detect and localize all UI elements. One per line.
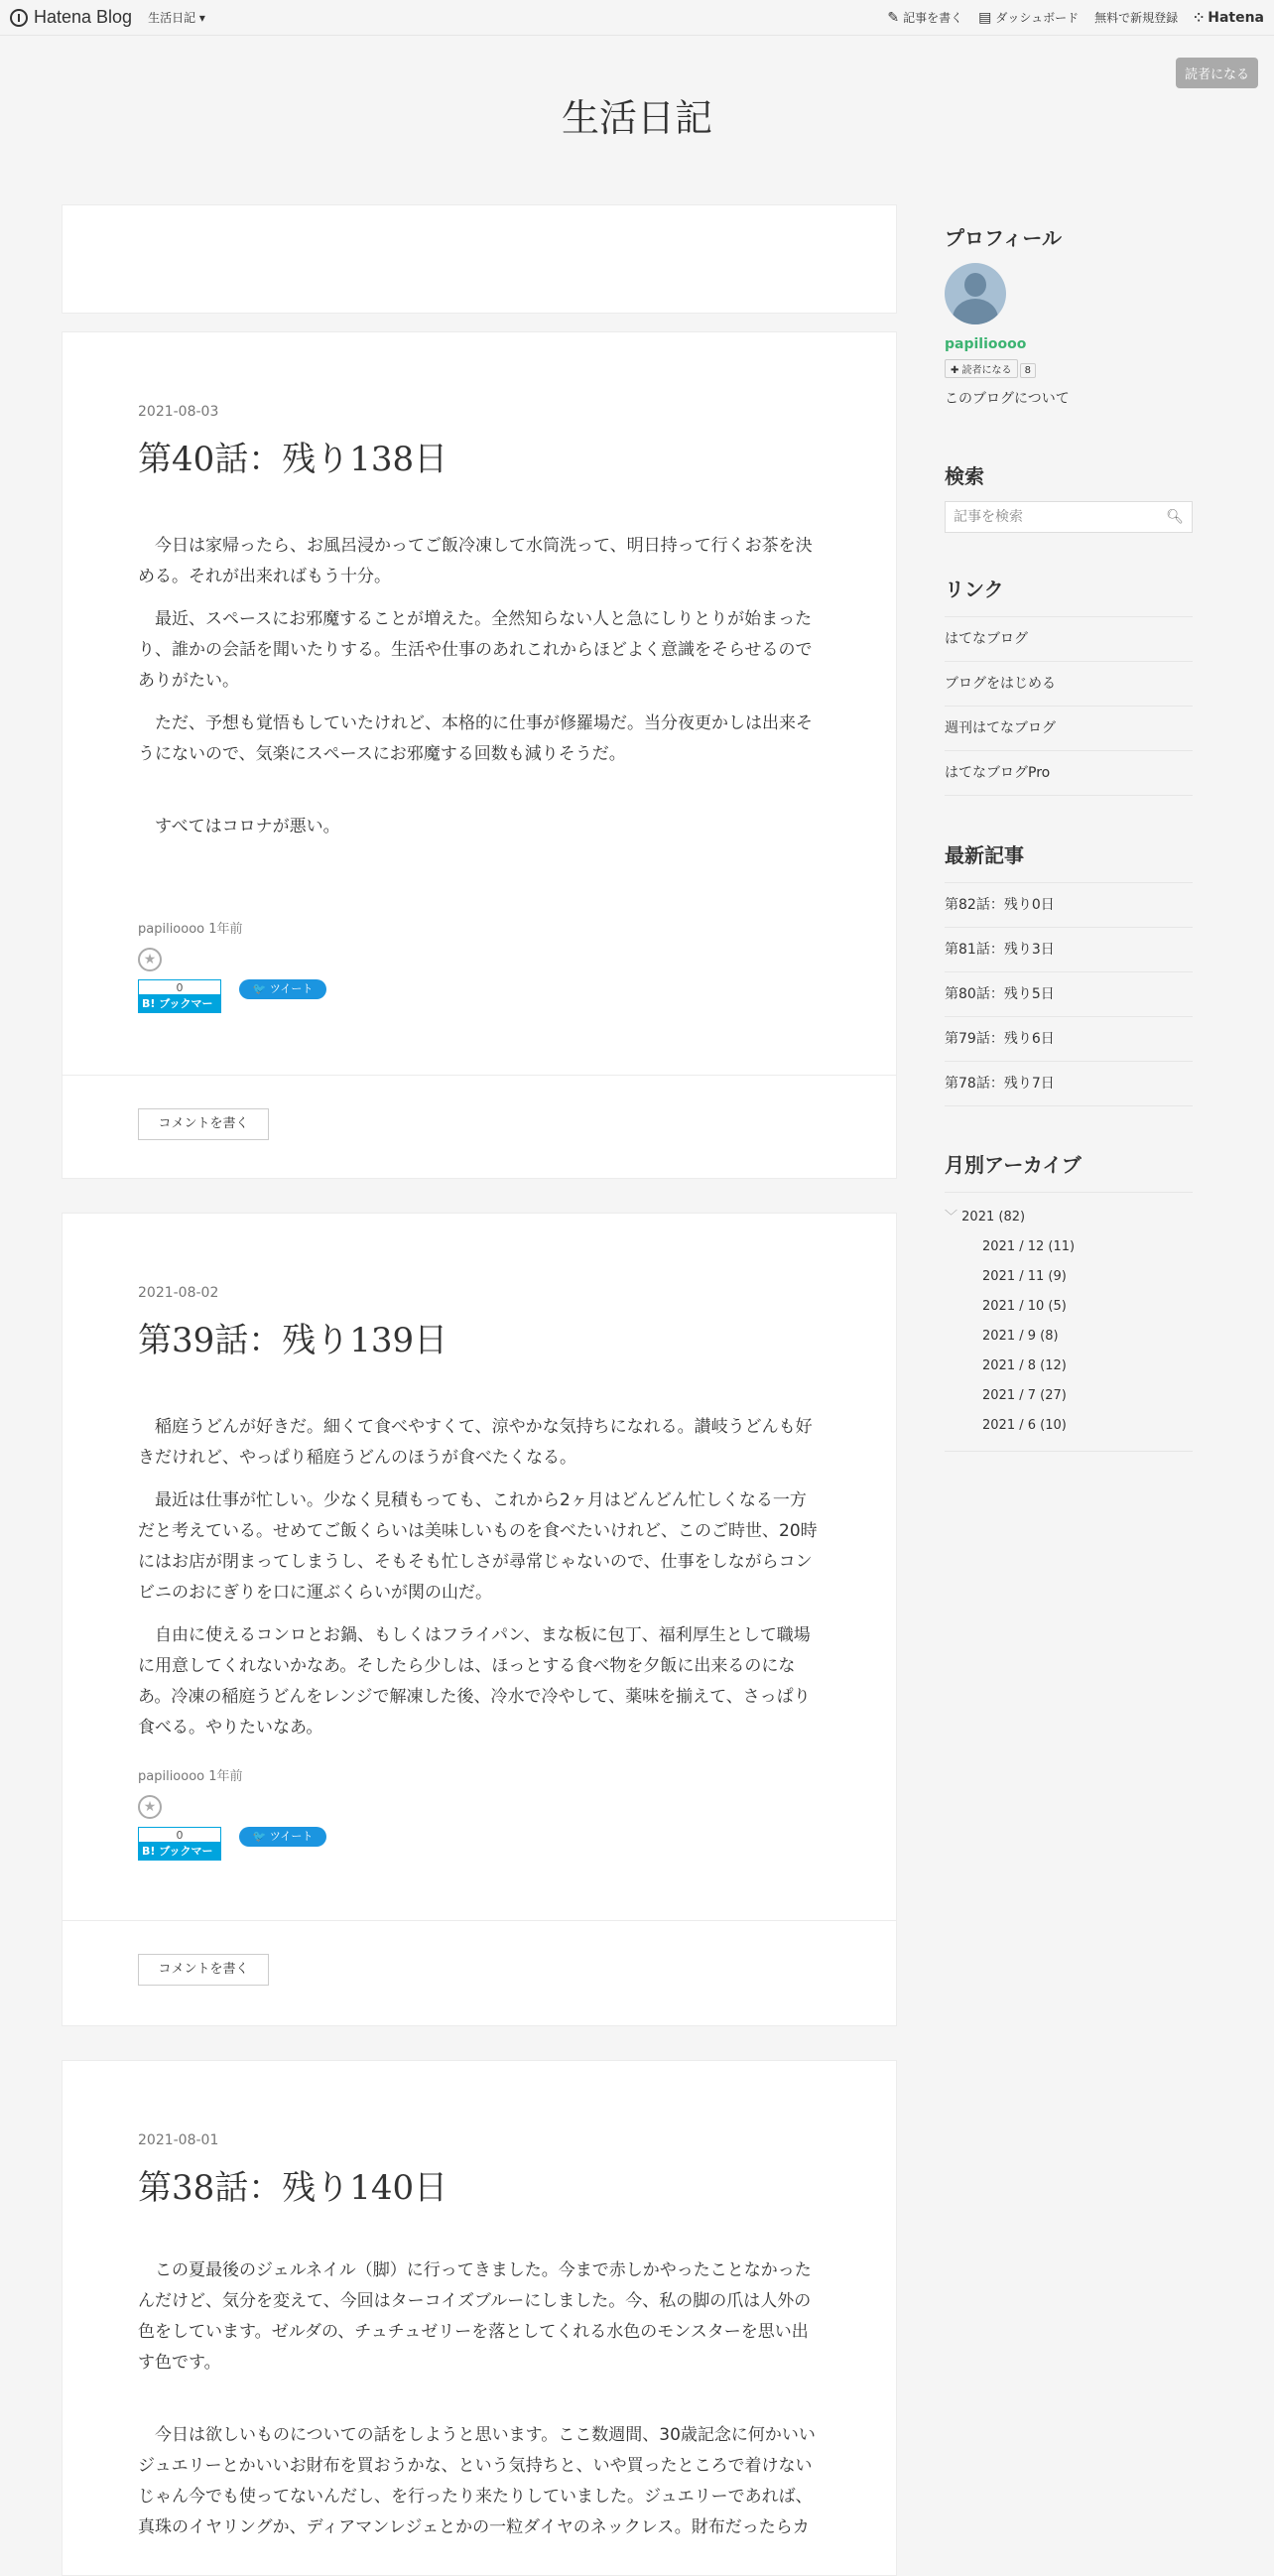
tweet-label: ツイート	[269, 1830, 314, 1843]
subscribe-small-button[interactable]: ✚ 読者になる	[945, 359, 1018, 378]
bookmark-button[interactable]: B! ブックマーク	[138, 995, 221, 1013]
blog-menu-dropdown[interactable]: 生活日記 ▾	[148, 11, 205, 25]
tweet-button[interactable]	[239, 1827, 326, 1847]
dashboard-link[interactable]	[978, 9, 1079, 26]
bookmark-widget[interactable]	[138, 1827, 221, 1875]
twitter-bird-icon: 🐦	[252, 1830, 267, 1843]
avatar-body-shape	[953, 299, 998, 324]
global-header	[0, 0, 1274, 36]
profile-title: プロフィール	[945, 226, 1062, 250]
search-icon[interactable]: 🔍︎	[1166, 509, 1184, 525]
profile-name-link[interactable]: papilioooo	[945, 336, 1027, 352]
entry-author[interactable]: papilioooo 1年前	[138, 1769, 243, 1784]
recent-entry-item[interactable]: 第81話：残り3日	[945, 928, 1193, 972]
entry-card	[62, 1213, 897, 2026]
entry-body	[138, 1412, 823, 1755]
links-module	[945, 574, 1193, 796]
signup-link[interactable]: 無料で新規登録	[1094, 11, 1179, 25]
blog-title[interactable]: 生活日記	[561, 96, 712, 140]
entry-date[interactable]: 2021-08-01	[138, 2132, 219, 2148]
recent-entry-item[interactable]: 第78話：残り7日	[945, 1062, 1193, 1106]
write-entry-label: 記事を書く	[903, 11, 963, 25]
links-list	[945, 616, 1193, 796]
entry-paragraph: 最近は仕事が忙しい。少なく見積もっても、これから2ヶ月はどんどん忙しくなる一方だと考えている。せめてご飯くらいは美味しいものを食べたいけれど、このご時世、20時にはお店が閉まってしまうし、そもそも忙しさが尋常じゃないので、仕事をしながらコンビニのおにぎりを口に運ぶくらいが関の山だ。	[138, 1490, 818, 1603]
blank-line	[138, 2390, 823, 2420]
entry-title[interactable]: 第39話：残り139日	[138, 1321, 448, 1360]
sidebar-link-item[interactable]: はてなブログPro	[945, 751, 1193, 796]
entry-date[interactable]: 2021-08-02	[138, 1285, 219, 1301]
archive-year-item[interactable]	[945, 1203, 1193, 1232]
entry-title[interactable]: 第38話：残り140日	[138, 2168, 448, 2208]
recent-entries-module	[945, 839, 1193, 1106]
search-input[interactable]	[945, 501, 1193, 533]
hatena-logo-text: Hatena	[1208, 9, 1264, 26]
archive-title: 月別アーカイブ	[945, 1153, 1082, 1177]
avatar[interactable]	[945, 263, 1006, 324]
entry-card	[62, 331, 897, 1179]
bookmark-count: 0	[138, 1827, 221, 1843]
sidebar-link-item[interactable]: はてなブログ	[945, 617, 1193, 662]
hatena-dots-icon: ⁘	[1194, 10, 1205, 25]
tweet-button[interactable]	[239, 979, 326, 999]
search-placeholder: 記事を検索	[954, 509, 1023, 525]
recent-title: 最新記事	[945, 843, 1024, 867]
archive-year-label: 2021 (82)	[961, 1210, 1026, 1224]
reader-count: 8	[1020, 363, 1036, 378]
add-star-icon[interactable]: ★	[138, 1795, 162, 1819]
subscribe-button[interactable]: 読者になる	[1176, 58, 1258, 88]
entry-body	[138, 531, 823, 854]
links-title: リンク	[945, 578, 1004, 601]
profile-module	[945, 222, 1193, 408]
hatena-blog-logo-icon	[10, 9, 28, 27]
entry-paragraph: 今日は欲しいものについての話をしようと思います。ここ数週間、30歳記念に何かいいジュエリーとかいいお財布を買おうかな、という気持ちと、いや買ったところで着けないじゃん今でも使ってないんだし、を行ったり来たりしていました。ジュエリーであれば、真珠のイヤリングか、ディアマンレジェとかの一粒ダイヤのネックレス。財布だったらカ	[138, 2425, 816, 2537]
ad-card	[62, 204, 897, 314]
write-comment-button[interactable]: コメントを書く	[138, 1954, 269, 1986]
entry-divider	[63, 1920, 896, 1921]
entry-date[interactable]: 2021-08-03	[138, 404, 219, 420]
tweet-label: ツイート	[269, 982, 314, 995]
about-blog-link[interactable]: このブログについて	[945, 391, 1070, 407]
entry-paragraph: ただ、予想も覚悟もしていたけれど、本格的に仕事が修羅場だ。当分夜更かしは出来そうにないので、気楽にスペースにお邪魔する回数も減りそうだ。	[138, 713, 813, 764]
chevron-down-icon[interactable]: ﹀	[945, 1210, 958, 1224]
hatena-logo[interactable]	[1194, 10, 1264, 26]
archive-month-item[interactable]: 2021 / 8 (12)	[982, 1358, 1067, 1373]
entry-paragraph: 今日は家帰ったら、お風呂浸かってご飯冷凍して水筒洗って、明日持って行くお茶を決める。それが出来ればもう十分。	[138, 536, 813, 586]
entry-paragraph: この夏最後のジェルネイル（脚）に行ってきました。今まで赤しかやったことなかったんだけど、気分を変えて、今回はターコイズブルーにしました。今、私の脚の爪は人外の色をしています。ゼルダの、チュチュゼリーを落としてくれる水色のモンスターを思い出す色です。	[138, 2260, 812, 2373]
entry-title[interactable]: 第40話：残り138日	[138, 440, 448, 479]
add-star-icon[interactable]: ★	[138, 948, 162, 971]
archive-month-item[interactable]: 2021 / 7 (27)	[982, 1388, 1067, 1403]
bookmark-widget[interactable]	[138, 979, 221, 1028]
archive-module	[945, 1149, 1193, 1452]
hatena-blog-logo[interactable]	[10, 7, 132, 28]
sidebar-link-item[interactable]: ブログをはじめる	[945, 662, 1193, 707]
entry-paragraph: すべてはコロナが悪い。	[155, 817, 340, 837]
avatar-head-shape	[964, 273, 986, 297]
reader-row	[945, 358, 1193, 378]
entry-author[interactable]: papilioooo 1年前	[138, 922, 243, 937]
archive-month-item[interactable]: 2021 / 9 (8)	[982, 1329, 1059, 1344]
write-comment-button[interactable]: コメントを書く	[138, 1108, 269, 1140]
blank-line	[138, 782, 823, 812]
entry-paragraph: 稲庭うどんが好きだ。細くて食べやすくて、涼やかな気持ちになれる。讃岐うどんも好きだけれど、やっぱり稲庭うどんのほうが食べたくなる。	[138, 1417, 813, 1468]
recent-entry-item[interactable]: 第79話：残り6日	[945, 1017, 1193, 1062]
archive-month-item[interactable]: 2021 / 6 (10)	[982, 1418, 1067, 1433]
recent-list	[945, 882, 1193, 1106]
archive-month-item[interactable]: 2021 / 11 (9)	[982, 1269, 1067, 1284]
entry-paragraph: 最近、スペースにお邪魔することが増えた。全然知らない人と急にしりとりが始まったり、誰かの会話を聞いたりする。生活や仕事のあれこれからほどよく意識をそらせるのでありがたい。	[138, 609, 813, 691]
recent-entry-item[interactable]: 第80話：残り5日	[945, 972, 1193, 1017]
archive-list	[945, 1192, 1193, 1452]
pencil-icon: ✎	[887, 9, 900, 26]
entry-paragraph: 自由に使えるコンロとお鍋、もしくはフライパン、まな板に包丁、福利厚生として職場に用意してくれないかなあ。そしたら少しは、ほっとする食べ物を夕飯に出来るのになあ。冷凍の稲庭うどんをレンジで解凍した後、冷水で冷やして、薬味を揃えて、さっぱり食べる。やりたいなあ。	[138, 1625, 811, 1738]
entry-body	[138, 2255, 823, 2555]
archive-month-item[interactable]: 2021 / 10 (5)	[982, 1299, 1067, 1314]
search-title: 検索	[945, 464, 984, 488]
dashboard-label: ダッシュボード	[995, 11, 1080, 25]
bookmark-count: 0	[138, 979, 221, 995]
twitter-bird-icon: 🐦	[252, 982, 267, 995]
search-module	[945, 460, 1193, 533]
dashboard-icon: ▤	[978, 9, 992, 26]
sidebar-link-item[interactable]: 週刊はてなブログ	[945, 707, 1193, 751]
entry-divider	[63, 1075, 896, 1076]
entry-card	[62, 2060, 897, 2576]
bookmark-button[interactable]: B! ブックマーク	[138, 1843, 221, 1861]
archive-month-item[interactable]: 2021 / 12 (11)	[982, 1239, 1076, 1254]
write-entry-link[interactable]	[887, 9, 962, 26]
recent-entry-item[interactable]: 第82話：残り0日	[945, 883, 1193, 928]
hatena-blog-logo-text: Hatena Blog	[34, 7, 133, 27]
